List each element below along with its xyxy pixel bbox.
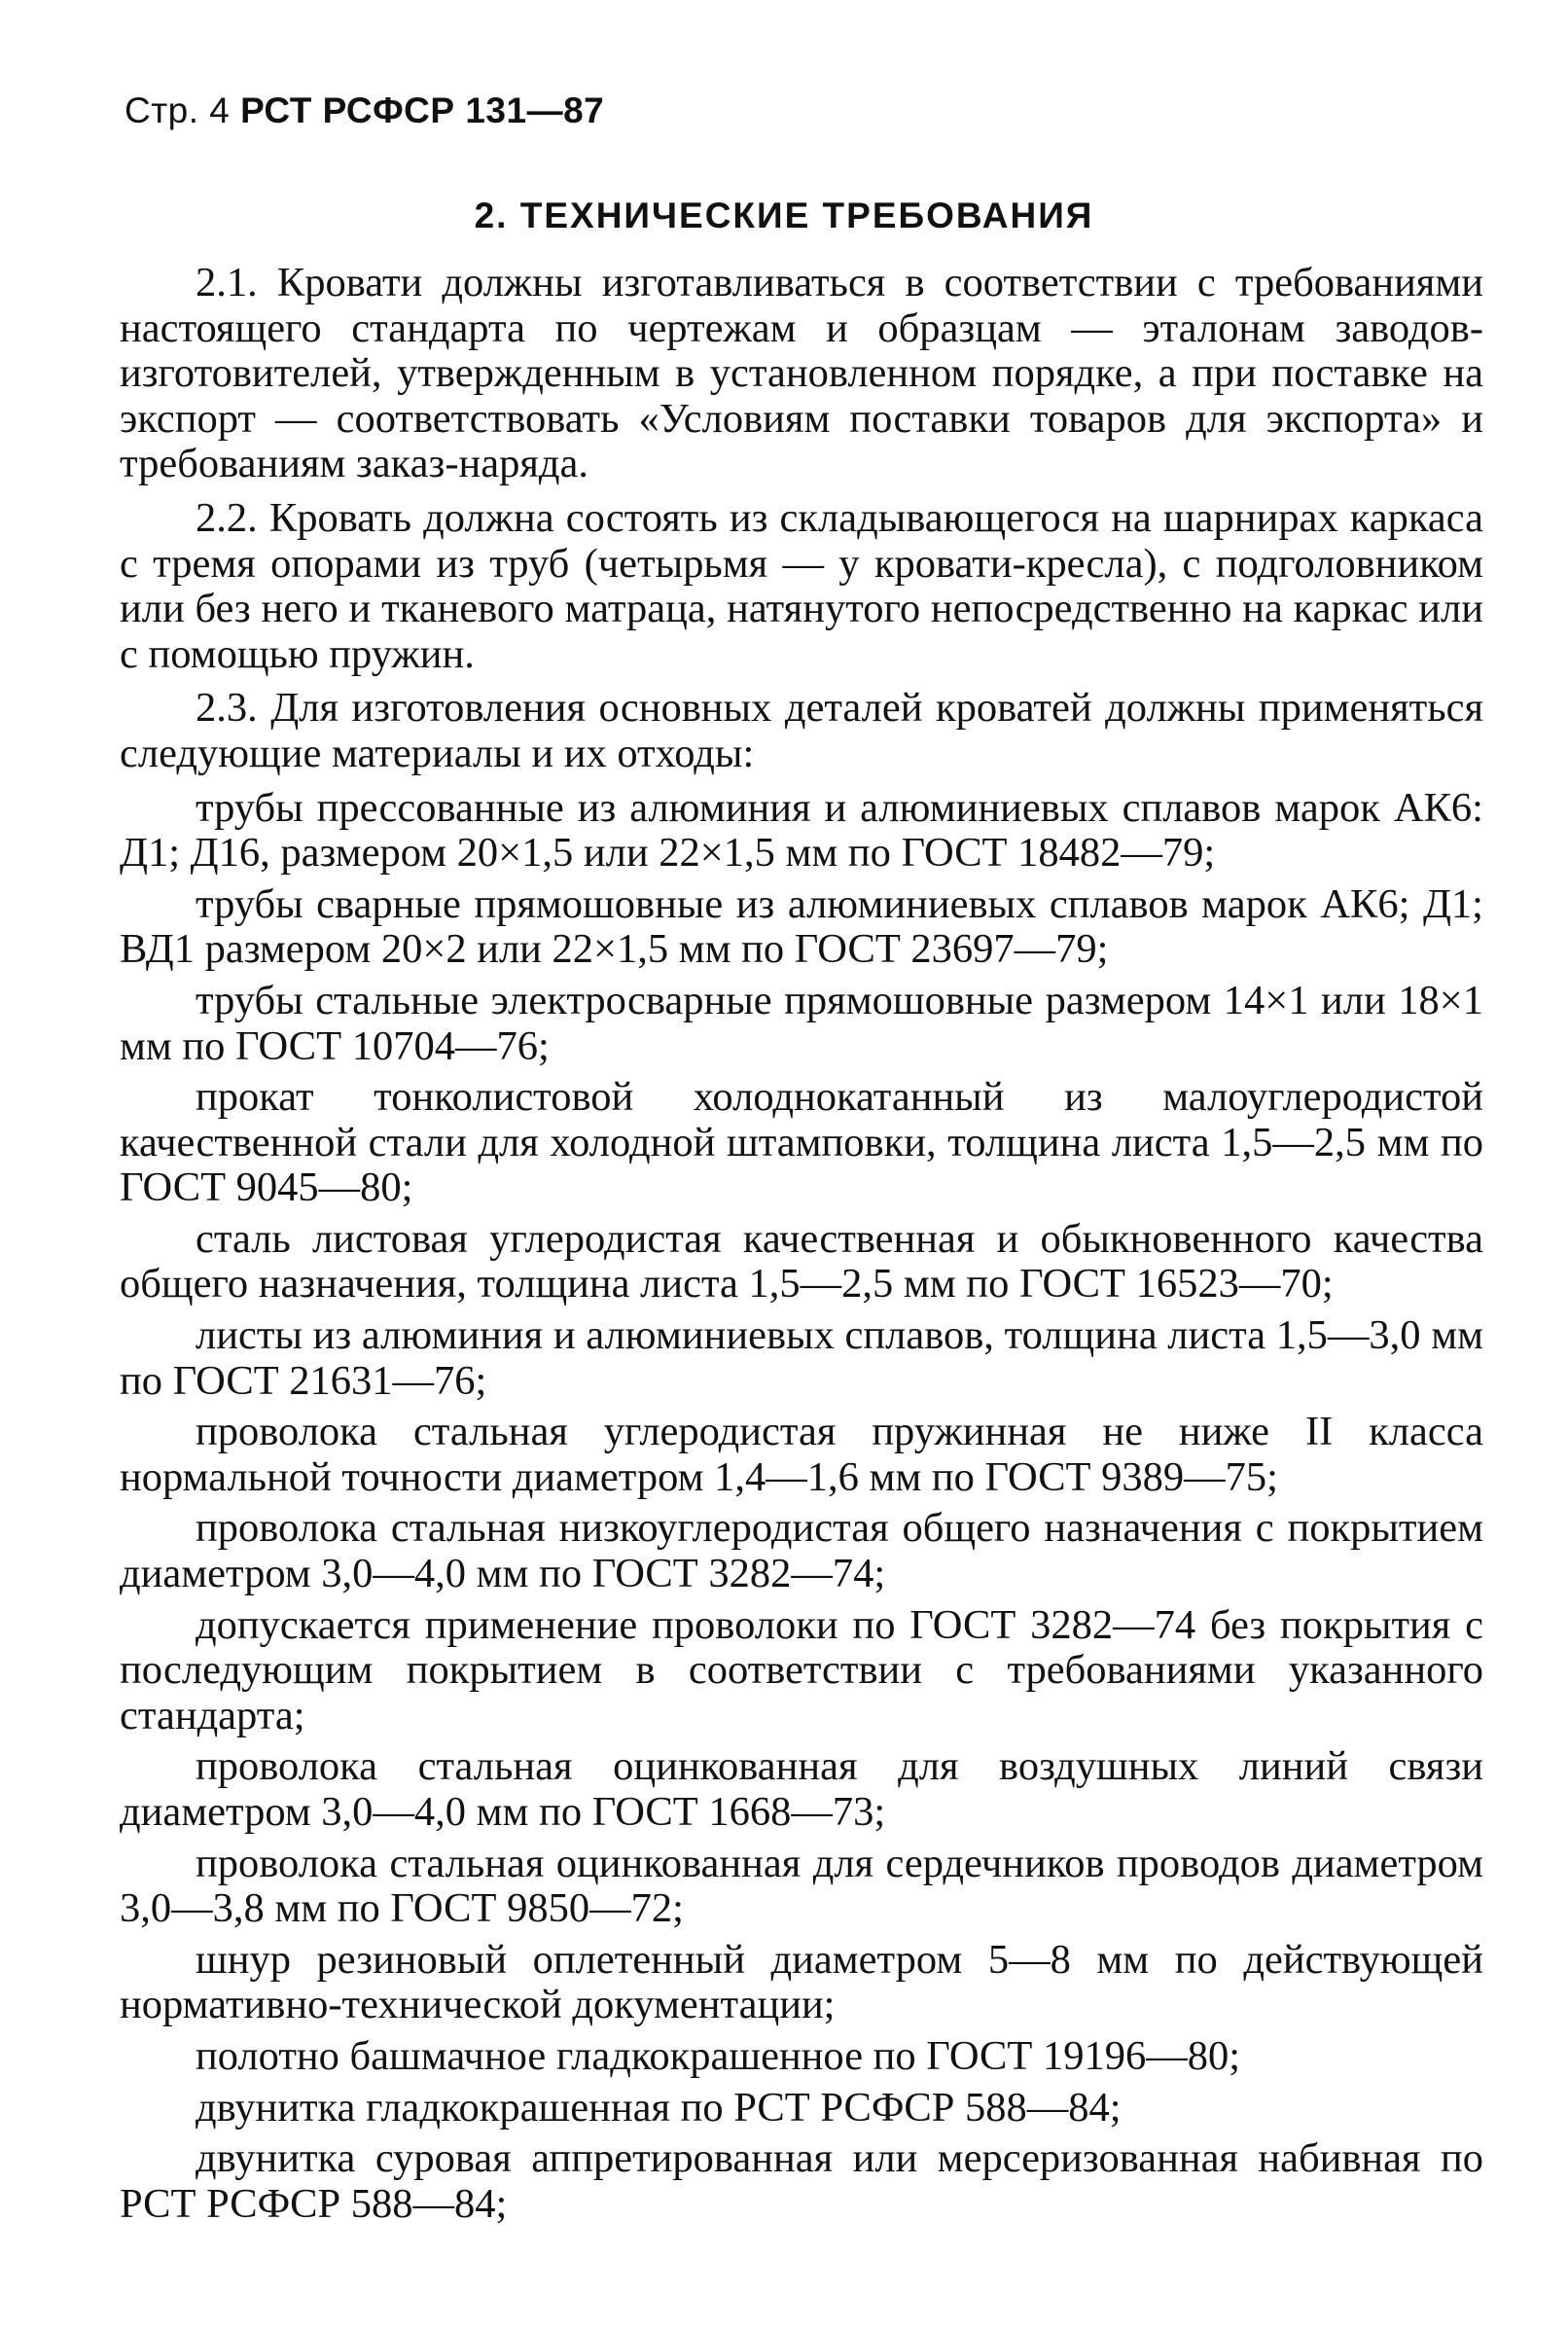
clause-2-3: 2.3. Для изготовления основных деталей кроватей должны применяться следующие материалы и их отходы: [120,685,1483,776]
material-item: трубы сварные прямошовные из алюминиевых сплавов марок АК6; Д1; ВД1 размером 20×2 или 22×1,5 мм по ГОСТ 23697—79; [120,880,1483,973]
material-item: проволока стальная оцинкованная для воздушных линий связи диаметром 3,0—4,0 мм по ГОСТ 1668—73; [120,1743,1483,1835]
clause-2-2: 2.2. Кровать должна состоять из складывающегося на шарнирах каркаса с тремя опорами из труб (четырьмя — у кровати-кресла), с подголовником или без него и тканевого матраца, натянутого непосредственно на каркас или с помощью пружин. [120,494,1483,677]
material-item: двунитка гладкокрашенная по РСТ РСФСР 588—84; [196,2084,1122,2131]
material-item: прокат тонколистовой холоднокатанный из малоуглеродистой качественной стали для холодной штамповки, толщина листа 1,5—2,5 мм по ГОСТ 9045—80; [120,1074,1483,1211]
material-item: сталь листовая углеродистая качественная и обыкновенного качества общего назначения, толщина листа 1,5—2,5 мм по ГОСТ 16523—70; [120,1215,1483,1307]
section-title: 2. ТЕХНИЧЕСКИЕ ТРЕБОВАНИЯ [474,196,1094,235]
standard-designation: РСТ РСФСР 131—87 [240,90,605,130]
clause-2-1: 2.1. Кровати должны изготавливаться в соответствии с требованиями настоящего стандарта по чертежам и образцам — эталонам заводов-изготовителей, утвержденным в установленном порядке, а при поставке на экспорт — соответствовать «Условиям поставки товаров для экспорта» и требованиям заказ-наряда. [120,260,1483,487]
page-number: Стр. 4 [125,90,241,130]
document-body [120,261,1483,2233]
material-item: проволока стальная оцинкованная для сердечников проводов диаметром 3,0—3,8 мм по ГОСТ 9850—72; [120,1840,1483,1932]
material-item: проволока стальная углеродистая пружинная не ниже II класса нормальной точности диаметром 1,4—1,6 мм по ГОСТ 9389—75; [120,1409,1483,1500]
material-item: допускается применение проволоки по ГОСТ 3282—74 без покрытия с последующим покрытием в соответствии с требованиями указанного стандарта; [120,1601,1483,1738]
material-item: шнур резиновый оплетенный диаметром 5—8 мм по действующей нормативно-технической документации; [120,1936,1483,2028]
material-item: полотно башмачное гладкокрашенное по ГОСТ 19196—80; [196,2032,1241,2079]
page-header [125,90,604,132]
material-item: проволока стальная низкоуглеродистая общего назначения с покрытием диаметром 3,0—4,0 мм по ГОСТ 3282—74; [120,1505,1483,1597]
material-item: трубы прессованные из алюминия и алюминиевых сплавов марок АК6: Д1; Д16, размером 20×1,5 или 22×1,5 мм по ГОСТ 18482—79; [120,784,1483,877]
material-item: двунитка суровая аппретированная или мерсеризованная набивная по РСТ РСФСР 588—84; [120,2135,1483,2227]
material-item: листы из алюминия и алюминиевых сплавов, толщина листа 1,5—3,0 мм по ГОСТ 21631—76; [120,1312,1483,1404]
material-item: трубы стальные электросварные прямошовные размером 14×1 или 18×1 мм по ГОСТ 10704—76; [120,977,1483,1069]
